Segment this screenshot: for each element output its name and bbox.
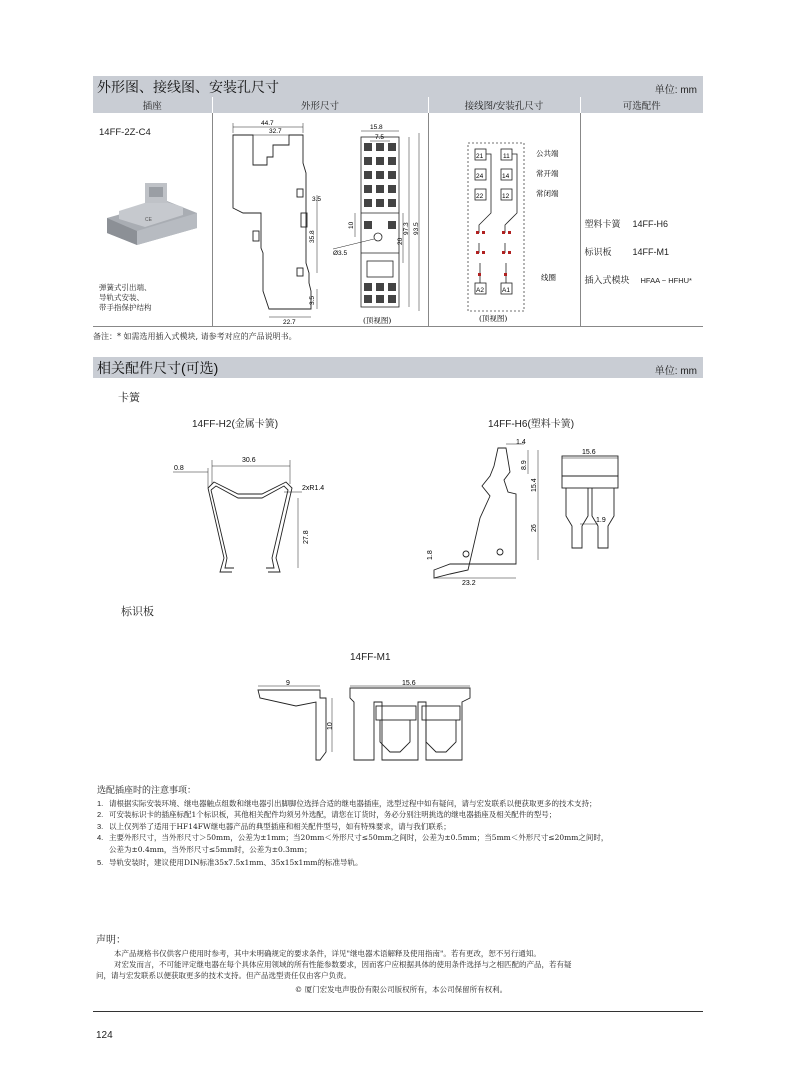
dim-3-5-bottom: 3.5 [308, 296, 316, 306]
accessory-name: 塑料卡簧 [584, 220, 621, 231]
terminal-21: 21 [475, 153, 483, 161]
dim-hole: Ø3.5 [332, 250, 347, 258]
feature-3: 带手指保护结构 [99, 303, 152, 313]
section-bar-accessory [93, 357, 703, 378]
h6-dim-1-9: 1.9 [596, 517, 606, 524]
declaration-p2b: 问，请与宏发联系以便获取更多的技术支持。但产品选型责任仅由客户负责。 [96, 971, 351, 980]
h6-dim-15-6: 15.6 [582, 449, 596, 456]
label-heading: 标识板 [121, 606, 154, 618]
accessory-item [585, 267, 692, 295]
outline-drawing [213, 113, 429, 325]
page-number: 124 [96, 1030, 113, 1041]
unit-label-accessory: 单位: mm [654, 366, 697, 377]
svg-text:CE: CE [145, 217, 152, 224]
accessory-item [585, 211, 692, 239]
label-coil: 线圈 [540, 273, 556, 283]
declaration [96, 935, 706, 995]
dim-20: 20 [396, 237, 404, 246]
h6-dim-1-8: 1.8 [427, 550, 434, 560]
h6-dim-26: 26 [531, 524, 538, 532]
copyright: © 厦门宏发电声股份有限公司版权所有，本公司保留所有权利。 [294, 985, 508, 994]
h6-dim-1-4: 1.4 [516, 439, 526, 446]
h6-dim-23-2: 23.2 [462, 580, 476, 586]
spring-heading: 卡簧 [118, 392, 140, 404]
m1-dim-15-6: 15.6 [402, 680, 416, 687]
spec-table [93, 97, 703, 327]
note-item: 4. 主要外形尺寸，当外形尺寸＞50mm，公差为±1mm；当20mm＜外形尺寸≤50mm之间时，公差为±0.5mm；当5mm＜外形尺寸≤20mm之间时， [97, 833, 609, 842]
note-item: 1. 请根据实际安装环境、继电器触点组数和继电器引出脚脚位选择合适的继电器插座，选型过程中如有疑问，请与宏发联系以便获取更多的技术支持； [97, 798, 597, 808]
h2-dim-27-8: 27.8 [303, 530, 310, 544]
feature-1: 弹簧式引出端、 [99, 283, 152, 293]
section-title-outline: 外形图、接线图、安装孔尺寸 [97, 79, 279, 95]
terminal-24: 24 [475, 173, 483, 181]
dim-93-5: 93.5 [412, 222, 420, 236]
h2-title: 14FF-H2(金属卡簧) [192, 419, 279, 430]
dim-10: 10 [347, 221, 355, 230]
declaration-heading: 声明： [96, 935, 126, 946]
terminal-14: 14 [501, 173, 509, 181]
accessory-item [585, 239, 692, 267]
note-item: 5. 导轨安装时，建议使用DIN标准35x7.5x1mm、35x15x1mm的标准导轨。 [97, 858, 363, 867]
selection-notes [97, 786, 707, 869]
h2-dim-r: 2xR1.4 [302, 485, 325, 492]
socket-photo [97, 173, 207, 253]
accessory-model: 14FF-H6 [632, 219, 669, 230]
dim-3-5-top: 3.5 [311, 196, 321, 204]
accessory-model: HFAA ~ HFHU* [640, 276, 692, 286]
h6-drawing [420, 436, 630, 586]
socket-features [99, 283, 152, 313]
note-item: 3. 以上仅列举了适用于HF14FW继电器产品的典型插座和相关配件型号，如有特殊要求，请与我们联系； [97, 821, 451, 831]
m1-dim-10: 10 [327, 722, 334, 730]
h6-title: 14FF-H6(塑料卡簧) [488, 419, 575, 430]
socket-model: 14FF-2Z-C4 [99, 127, 151, 139]
terminal-a1: A1 [501, 287, 510, 295]
note-item-continued: 公差为±0.4mm，当外形尺寸≤5mm时，公差为±0.3mm； [109, 844, 312, 854]
footer-divider [93, 1011, 703, 1012]
dim-97-3: 97.3 [402, 222, 410, 236]
cell-outline [212, 113, 428, 326]
unit-label-outline: 单位: mm [654, 85, 697, 96]
label-nc: 常闭端 [535, 189, 558, 199]
wiring-top-view-label: (顶视图) [478, 314, 507, 324]
wiring-diagram [429, 113, 581, 325]
m1-dim-9: 9 [286, 680, 290, 687]
terminal-11: 11 [502, 153, 510, 161]
h6-dim-8-9: 8.9 [521, 460, 528, 470]
label-no: 常开端 [535, 169, 558, 179]
h6-dim-15-4: 15.4 [531, 478, 538, 492]
dim-44-7: 44.7 [260, 120, 274, 128]
feature-2: 导轨式安装、 [99, 293, 144, 303]
notes-heading: 选配插座时的注意事项： [97, 786, 197, 796]
h2-dim-0-8: 0.8 [174, 465, 184, 472]
label-common: 公共端 [535, 149, 558, 159]
dim-7-5: 7.5 [374, 134, 384, 142]
outline-top-view-label: (顶视图) [362, 316, 391, 326]
terminal-12: 12 [501, 193, 509, 201]
declaration-p1: 本产品规格书仅供客户使用时参考，其中未明确规定的要求条件，详见"继电器术语解释及使用指南"。若有更改，恕不另行通知。 [114, 949, 541, 958]
dim-32-7: 32.7 [268, 128, 282, 136]
header-accessories: 可选配件 [580, 97, 703, 113]
terminal-22: 22 [475, 193, 483, 201]
accessory-name: 插入式模块 [584, 276, 630, 287]
dim-22-7: 22.7 [282, 319, 296, 326]
table-note: 备注：* 如需选用插入式模块, 请参考对应的产品说明书。 [93, 332, 297, 341]
dim-15-8: 15.8 [369, 124, 383, 132]
m1-drawing [250, 676, 480, 772]
declaration-p2a: 对宏发而言，不可能评定继电器在每个具体应用领域的所有性能参数要求，因而客户应根据具体的使用条件选择与之相匹配的产品，若有疑 [114, 960, 572, 969]
accessory-name: 标识板 [584, 248, 612, 259]
header-socket: 插座 [93, 97, 212, 113]
section-bar-outline [93, 76, 703, 97]
m1-title: 14FF-M1 [350, 652, 391, 663]
h2-drawing [168, 448, 338, 578]
note-item: 2. 可安装标识卡的插座标配1个标识板，其他相关配件均须另外选配，请您在订货时，务必分别注明挑选的继电器插座及相关配件的型号； [97, 810, 557, 819]
accessory-model: 14FF-M1 [632, 247, 670, 258]
terminal-a2: A2 [475, 287, 484, 295]
cell-socket [93, 113, 212, 326]
cell-accessories [580, 113, 703, 326]
h2-dim-30-6: 30.6 [242, 457, 256, 464]
accessory-list [585, 211, 692, 295]
dim-35-8: 35.8 [308, 230, 316, 244]
cell-wiring [428, 113, 580, 326]
header-wiring: 接线图/安装孔尺寸 [428, 97, 580, 113]
header-outline: 外形尺寸 [212, 97, 428, 113]
section-title-accessory: 相关配件尺寸(可选) [97, 360, 219, 376]
